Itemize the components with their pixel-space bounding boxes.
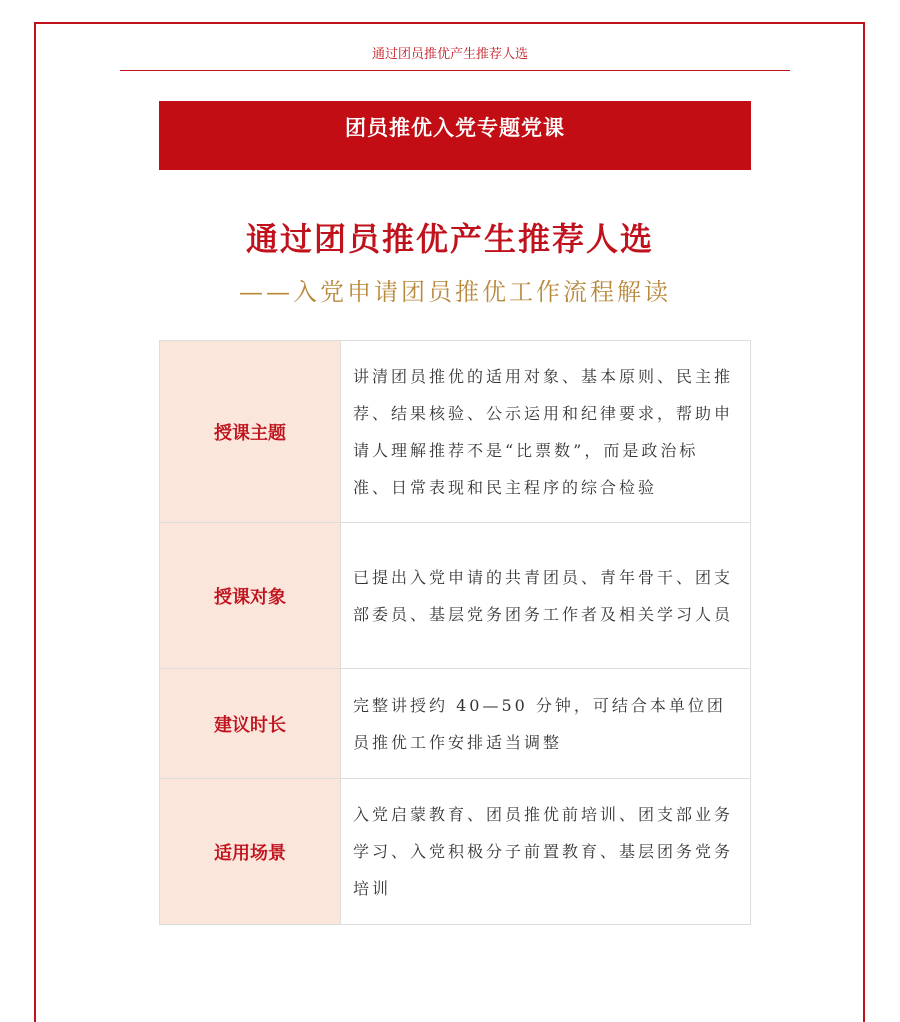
course-banner-title: 团员推优入党专题党课: [345, 115, 565, 140]
running-header: 通过团员推优产生推荐人选: [371, 47, 528, 62]
row-label-scenario: 适用场景: [160, 779, 341, 925]
row-label-topic: 授课主题: [160, 341, 341, 523]
table-row: [160, 341, 751, 523]
row-value-topic: 讲清团员推优的适用对象、基本原则、民主推荐、结果核验、公示运用和纪律要求，帮助申请人理解推荐不是“比票数”，而是政治标准、日常表现和民主程序的综合检验: [341, 341, 751, 523]
table-row: [160, 523, 751, 669]
row-label-audience: 授课对象: [160, 523, 341, 669]
table-row: [160, 669, 751, 779]
row-value-scenario: 入党启蒙教育、团员推优前培训、团支部业务学习、入党积极分子前置教育、基层团务党务培训: [341, 779, 751, 925]
page-subtitle: ——入党申请团员推优工作流程解读: [239, 278, 671, 306]
table-row: [160, 779, 751, 925]
page-title: 通过团员推优产生推荐人选: [245, 220, 654, 258]
header-divider: [120, 70, 790, 71]
row-label-duration: 建议时长: [160, 669, 341, 779]
row-value-audience: 已提出入党申请的共青团员、青年骨干、团支部委员、基层党务团务工作者及相关学习人员: [341, 523, 751, 669]
row-value-duration: 完整讲授约 40—50 分钟，可结合本单位团员推优工作安排适当调整: [341, 669, 751, 779]
course-banner: [159, 101, 751, 170]
course-info-table: [159, 340, 751, 925]
